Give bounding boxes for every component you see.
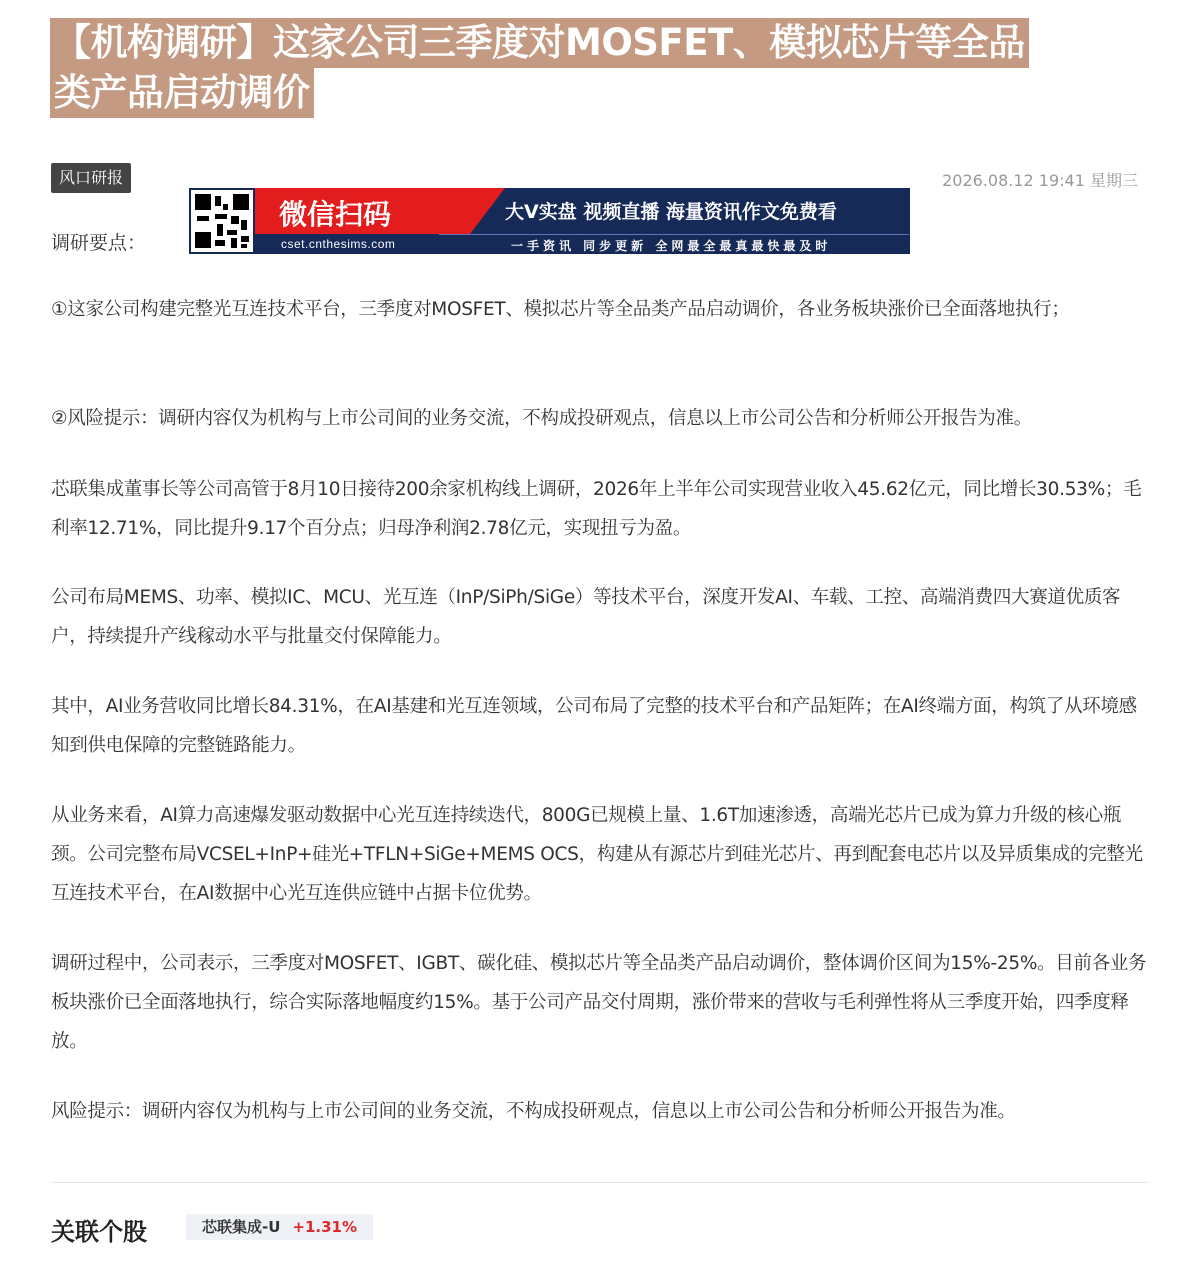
stock-change: +1.31% (292, 1218, 358, 1236)
banner-slogan: 大V实盘 视频直播 海量资讯作文免费看 (505, 201, 837, 223)
banner-url: cset.cnthesims.com (281, 237, 396, 251)
paragraph-3: 芯联集成董事长等公司高管于8月10日接待200余家机构线上调研，2026年上半年公司实现营业收入45.62亿元，同比增长30.53%；毛利率12.71%，同比提升9.17个百分点；归母净利润2.78亿元，实现扭亏为盈。 (51, 479, 1142, 539)
stock-name: 芯联集成-U (202, 1218, 281, 1236)
title-line-1: 【机构调研】这家公司三季度对MOSFET、模拟芯片等全品 (50, 18, 1029, 68)
category-tag[interactable]: 风口研报 (51, 163, 131, 193)
keypoints-label: 调研要点： (51, 232, 147, 254)
article-title (50, 18, 1150, 118)
banner-subline: 一手资讯 同步更新 全网最全最真最快最及时 (511, 239, 832, 253)
paragraph-6: 从业务来看，AI算力高速爆发驱动数据中心光互连持续迭代，800G已规模上量、1.6T加速渗透，高端光芯片已成为算力升级的核心瓶颈。公司完整布局VCSEL+InP+硅光+TFLN+SiGe+MEMS OCS，构建从有源芯片到硅光芯片、再到配套电芯片以及异质集成的完整光互连技术平台，在AI数据中心光互连供应链中占据卡位优势。 (51, 805, 1143, 904)
publish-datetime: 2026.08.12 19:41 星期三 (942, 171, 1138, 190)
paragraph-2: ②风险提示：调研内容仅为机构与上市公司间的业务交流，不构成投研观点，信息以上市公司公告和分析师公开报告为准。 (51, 408, 1032, 429)
qr-code-icon (191, 190, 253, 252)
section-divider (51, 1182, 1149, 1183)
ad-banner[interactable] (189, 188, 910, 254)
related-stocks-label: 关联个股 (51, 1218, 147, 1246)
paragraph-1: ①这家公司构建完整光互连技术平台，三季度对MOSFET、模拟芯片等全品类产品启动调价，各业务板块涨价已全面落地执行； (51, 299, 1070, 320)
paragraph-5: 其中，AI业务营收同比增长84.31%，在AI基建和光互连领域，公司布局了完整的技术平台和产品矩阵；在AI终端方面，构筑了从环境感知到供电保障的完整链路能力。 (51, 696, 1137, 756)
paragraph-4: 公司布局MEMS、功率、模拟IC、MCU、光互连（InP/SiPh/SiGe）等技术平台，深度开发AI、车载、工控、高端消费四大赛道优质客户，持续提升产线稼动水平与批量交付保障能力。 (51, 587, 1121, 647)
related-stock-chip[interactable] (186, 1214, 373, 1240)
paragraph-8: 风险提示：调研内容仅为机构与上市公司间的业务交流，不构成投研观点，信息以上市公司公告和分析师公开报告为准。 (51, 1101, 1016, 1122)
paragraph-7: 调研过程中，公司表示，三季度对MOSFET、IGBT、碳化硅、模拟芯片等全品类产品启动调价，整体调价区间为15%-25%。目前各业务板块涨价已全面落地执行，综合实际落地幅度约15%。基于公司产品交付周期，涨价带来的营收与毛利弹性将从三季度开始，四季度释放。 (51, 953, 1147, 1052)
banner-headline: 微信扫码 (279, 198, 392, 231)
title-line-2: 类产品启动调价 (50, 68, 314, 118)
